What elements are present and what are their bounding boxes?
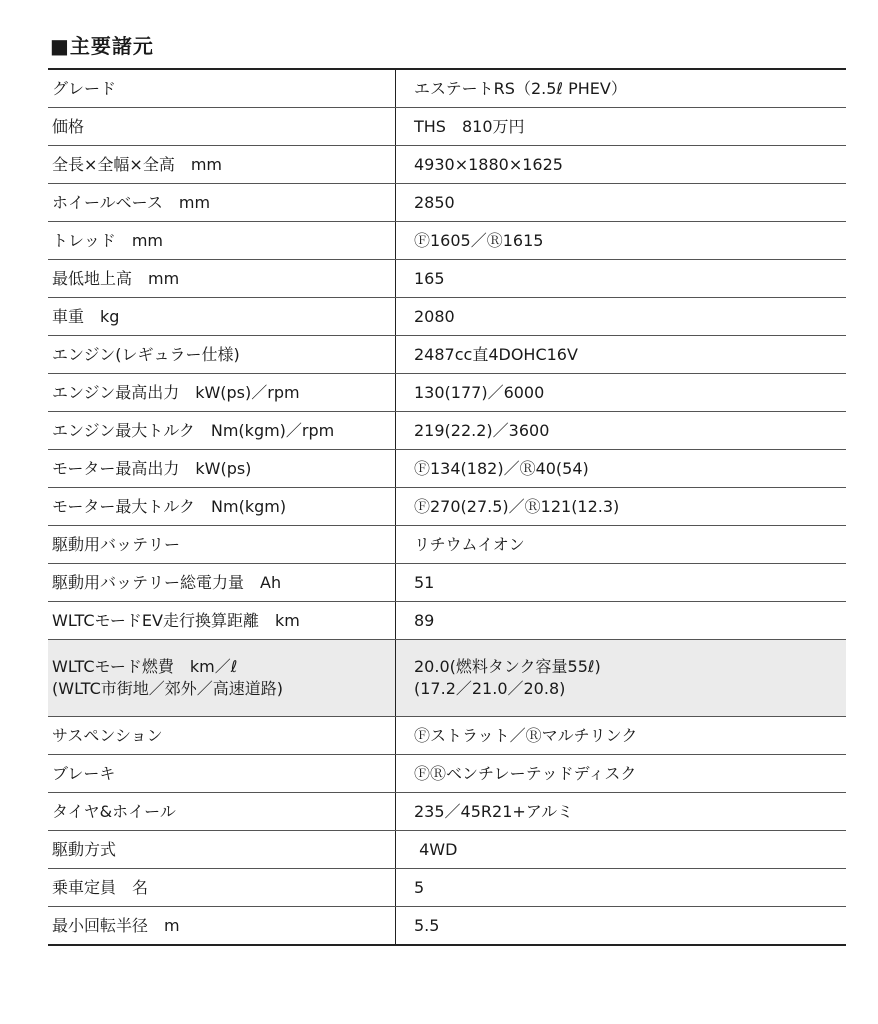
spec-value: ⒻⓇベンチレーテッドディスク (396, 755, 847, 793)
table-row (48, 260, 846, 298)
spec-value: 20.0(燃料タンク容量55ℓ) (17.2／21.0／20.8) (396, 640, 847, 717)
table-row (48, 336, 846, 374)
spec-label: WLTCモードEV走行換算距離 km (48, 602, 396, 640)
table-row (48, 69, 846, 108)
spec-label: WLTCモード燃費 km／ℓ (WLTC市街地／郊外／高速道路) (48, 640, 396, 717)
spec-value: 89 (396, 602, 847, 640)
spec-value: 4WD (396, 831, 847, 869)
table-row (48, 412, 846, 450)
spec-value: リチウムイオン (396, 526, 847, 564)
spec-label: 最小回転半径 m (48, 907, 396, 946)
table-row (48, 564, 846, 602)
table-row (48, 222, 846, 260)
page-title: ■主要諸元 (50, 34, 154, 58)
spec-label: エンジン最高出力 kW(ps)／rpm (48, 374, 396, 412)
spec-label: モーター最大トルク Nm(kgm) (48, 488, 396, 526)
spec-label: トレッド mm (48, 222, 396, 260)
spec-label: 車重 kg (48, 298, 396, 336)
table-row (48, 184, 846, 222)
spec-value: 5.5 (414, 915, 440, 935)
spec-value: THS 810万円 (396, 108, 847, 146)
spec-value: 51 (396, 564, 847, 602)
spec-value: 5 (396, 869, 847, 907)
spec-label: 全長×全幅×全高 mm (48, 146, 396, 184)
spec-value: 235／45R21+アルミ (396, 793, 847, 831)
spec-label: 駆動用バッテリー (48, 526, 396, 564)
spec-table (48, 68, 846, 946)
table-row (48, 907, 846, 946)
table-row (48, 374, 846, 412)
spec-label: モーター最高出力 kW(ps) (48, 450, 396, 488)
spec-value: 2487cc直4DOHC16V (396, 336, 847, 374)
spec-label: 価格 (48, 108, 396, 146)
spec-value: Ⓕ134(182)／Ⓡ40(54) (396, 450, 847, 488)
spec-value: 2850 (396, 184, 847, 222)
table-row (48, 108, 846, 146)
table-row (48, 869, 846, 907)
spec-label: 駆動方式 (48, 831, 396, 869)
spec-value: Ⓕストラット／Ⓡマルチリンク (396, 717, 847, 755)
spec-value: 219(22.2)／3600 (396, 412, 847, 450)
spec-label: ホイールベース mm (48, 184, 396, 222)
spec-label: ブレーキ (48, 755, 396, 793)
table-row (48, 602, 846, 640)
table-row (48, 717, 846, 755)
table-row (48, 526, 846, 564)
spec-value: Ⓕ270(27.5)／Ⓡ121(12.3) (396, 488, 847, 526)
spec-label: 乗車定員 名 (48, 869, 396, 907)
spec-label: タイヤ&ホイール (48, 793, 396, 831)
spec-value: 165 (396, 260, 847, 298)
table-row (48, 488, 846, 526)
table-row (48, 755, 846, 793)
spec-label: 最低地上高 mm (48, 260, 396, 298)
table-row (48, 146, 846, 184)
table-row (48, 298, 846, 336)
spec-label: グレード (48, 69, 396, 108)
spec-value: 130(177)／6000 (396, 374, 847, 412)
spec-value: エステートRS（2.5ℓ PHEV） (396, 69, 847, 108)
spec-value: Ⓕ1605／Ⓡ1615 (396, 222, 847, 260)
spec-value: 2080 (396, 298, 847, 336)
table-row (48, 793, 846, 831)
spec-value: 4930×1880×1625 (396, 146, 847, 184)
table-row (48, 831, 846, 869)
table-row (48, 640, 846, 717)
spec-label: サスペンション (48, 717, 396, 755)
spec-label: エンジン(レギュラー仕様) (48, 336, 396, 374)
spec-label: 駆動用バッテリー総電力量 Ah (48, 564, 396, 602)
spec-label: エンジン最大トルク Nm(kgm)／rpm (48, 412, 396, 450)
table-row (48, 450, 846, 488)
